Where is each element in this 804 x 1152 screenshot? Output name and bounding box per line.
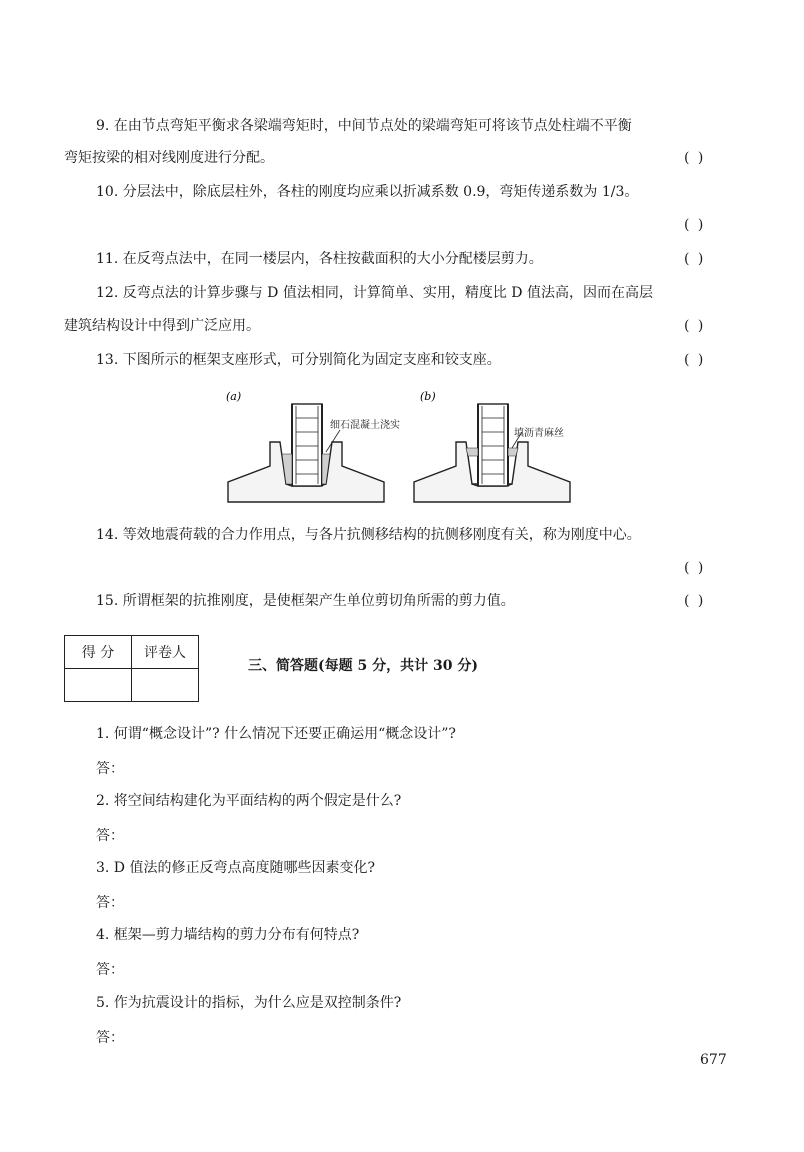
diagram-b [414,404,570,502]
q12-answer-paren[interactable]: ( ) [684,318,706,334]
q14-line1: 14. 等效地震荷载的合力作用点，与各片抗侧移结构的抗侧移刚度有关，称为刚度中心。 [96,527,641,543]
s3-a2[interactable]: 答： [96,828,124,844]
q11-line1: 11. 在反弯点法中，在同一楼层内，各柱按截面积的大小分配楼层剪力。 [96,251,543,267]
q11-answer-paren[interactable]: ( ) [684,251,706,267]
grader-cell[interactable] [132,669,199,702]
q10-answer-paren[interactable]: ( ) [684,217,706,233]
q9-line1: 9. 在由节点弯矩平衡求各梁端弯矩时，中间节点处的梁端弯矩可将该节点处柱端不平衡 [96,118,632,134]
q12-line1: 12. 反弯点法的计算步骤与 D 值法相同，计算简单、实用，精度比 D 值法高，因而在高层 [96,285,653,301]
fig-label-b: (b) [420,390,436,403]
s3-a1[interactable]: 答： [96,761,124,777]
s3-q5: 5. 作为抗震设计的指标，为什么应是双控制条件? [96,995,402,1011]
q15-answer-paren[interactable]: ( ) [684,593,706,609]
q10-line1: 10. 分层法中，除底层柱外，各柱的刚度均应乘以折减系数 0.9，弯矩传递系数为 1/3。 [96,184,639,200]
s3-a5[interactable]: 答： [96,1030,124,1046]
s3-a3[interactable]: 答： [96,895,124,911]
fig-label-a: (a) [226,390,242,403]
s3-q2: 2. 将空间结构建化为平面结构的两个假定是什么? [96,793,402,809]
s3-q4: 4. 框架—剪力墙结构的剪力分布有何特点? [96,927,360,943]
s3-q1: 1. 何谓“概念设计”? 什么情况下还要正确运用“概念设计”? [96,726,456,742]
grader-header: 评卷人 [132,636,199,669]
note-b: 填沥青麻丝 [514,428,564,439]
q13-answer-paren[interactable]: ( ) [684,352,706,368]
page-number: 677 [700,1052,727,1068]
score-table [64,635,199,702]
q9-answer-paren[interactable]: ( ) [684,150,706,166]
q9-line2: 弯矩按梁的相对线刚度进行分配。 [64,150,274,166]
s3-q3: 3. D 值法的修正反弯点高度随哪些因素变化? [96,860,375,876]
score-header: 得 分 [65,636,132,669]
q15-line1: 15. 所谓框架的抗推刚度，是使框架产生单位剪切角所需的剪力值。 [96,593,515,609]
section-3-title: 三、简答题(每题 5 分，共计 30 分) [248,658,478,674]
s3-a4[interactable]: 答： [96,962,124,978]
score-cell[interactable] [65,669,132,702]
q12-line2: 建筑结构设计中得到广泛应用。 [64,318,260,334]
support-diagram [222,384,582,508]
q13-line1: 13. 下图所示的框架支座形式，可分别简化为固定支座和铰支座。 [96,352,501,368]
q14-answer-paren[interactable]: ( ) [684,560,706,576]
note-a: 细石混凝土浇实 [330,420,400,431]
diagram-a [228,404,384,502]
